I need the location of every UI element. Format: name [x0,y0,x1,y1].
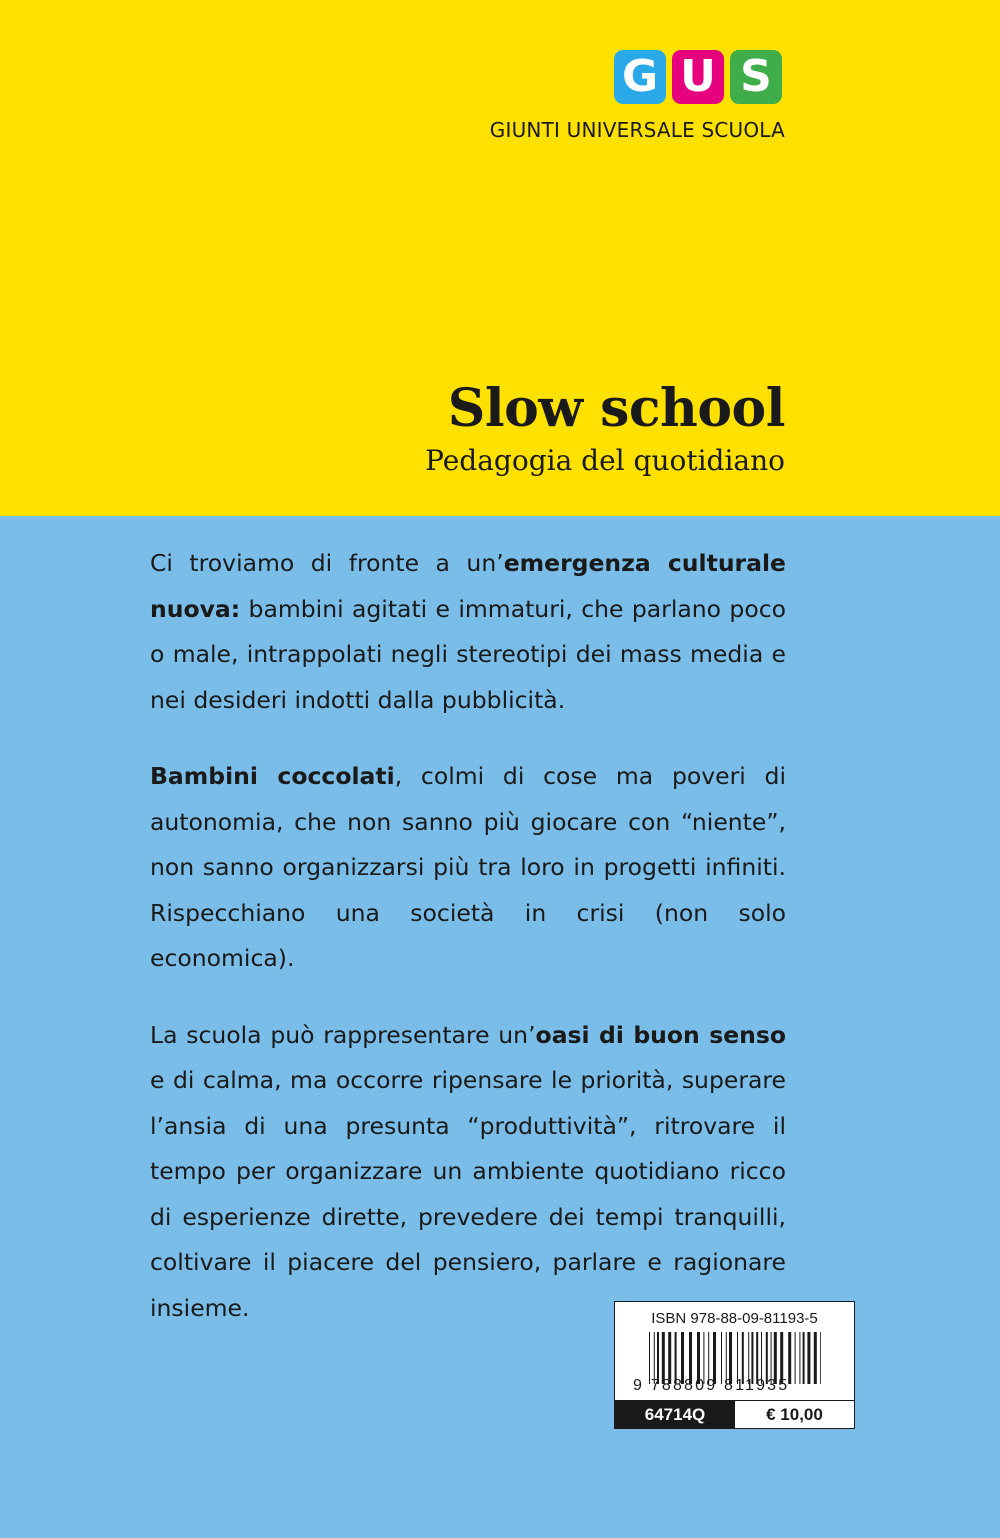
blurb-p1-start: Ci troviamo di fronte a un’ [150,549,504,577]
isbn-label: ISBN 978-88-09-81193-5 [651,1310,818,1327]
blurb-paragraph-2 [150,754,786,982]
logo-tile-u: U [672,50,724,104]
book-subtitle: Pedagogia del quotidiano [425,444,785,477]
blurb-p2-end: , colmi di cose ma poveri di autonomia, che non sanno più giocare con “niente”, non sanno organizzarsi più tra loro in progetti infiniti. Rispecchiano una società in crisi (non solo economica). [150,762,787,972]
barcode-box [614,1301,855,1429]
book-title: Slow school [447,378,785,439]
blurb-p3-start: La scuola può rappresentare un’ [150,1020,536,1049]
barcode-bar [795,1332,796,1384]
product-code: 64714Q [615,1401,735,1428]
blurb-paragraph-1 [150,541,786,723]
barcode-bar [820,1332,821,1384]
publisher-name: GIUNTI UNIVERSALE SCUOLA [489,118,785,142]
logo-tile-s: S [730,50,782,104]
logo-tile-g: G [614,50,666,104]
barcode-bar [807,1332,810,1384]
barcode-bar [814,1332,817,1384]
code-price-row [615,1400,854,1428]
barcode-bar [799,1332,800,1384]
blurb-p3-bold: oasi di buon senso [535,1020,787,1049]
blurb-paragraph-3 [150,1013,786,1332]
blurb-p3-end: e di calma, ma occorre ripensare le priorità, superare l’ansia di una presunta “produttività”, ritrovare il tempo per organizzare un ambiente quotidiano ricco di esperienze dirette, prevedere dei tempi tranquilli, coltivare il piacere del pensiero, parlare e ragionare insieme. [150,1066,786,1322]
blurb-p1-end: bambini agitati e immaturi, che parlano poco o male, intrappolati negli stereotipi dei mass media e nei desideri indotti dalla pubblicità. [150,594,786,714]
barcode-digits: 9 788809 811935 [633,1377,790,1394]
price-label: € 10,00 [735,1401,854,1428]
gus-logo [614,50,782,104]
blurb-p2-bold: Bambini coccolati [150,762,395,790]
blurb-p1-bold: emergenza culturale nuova: [150,549,787,623]
blurb-text [150,541,786,1362]
barcode-bar [803,1332,805,1384]
